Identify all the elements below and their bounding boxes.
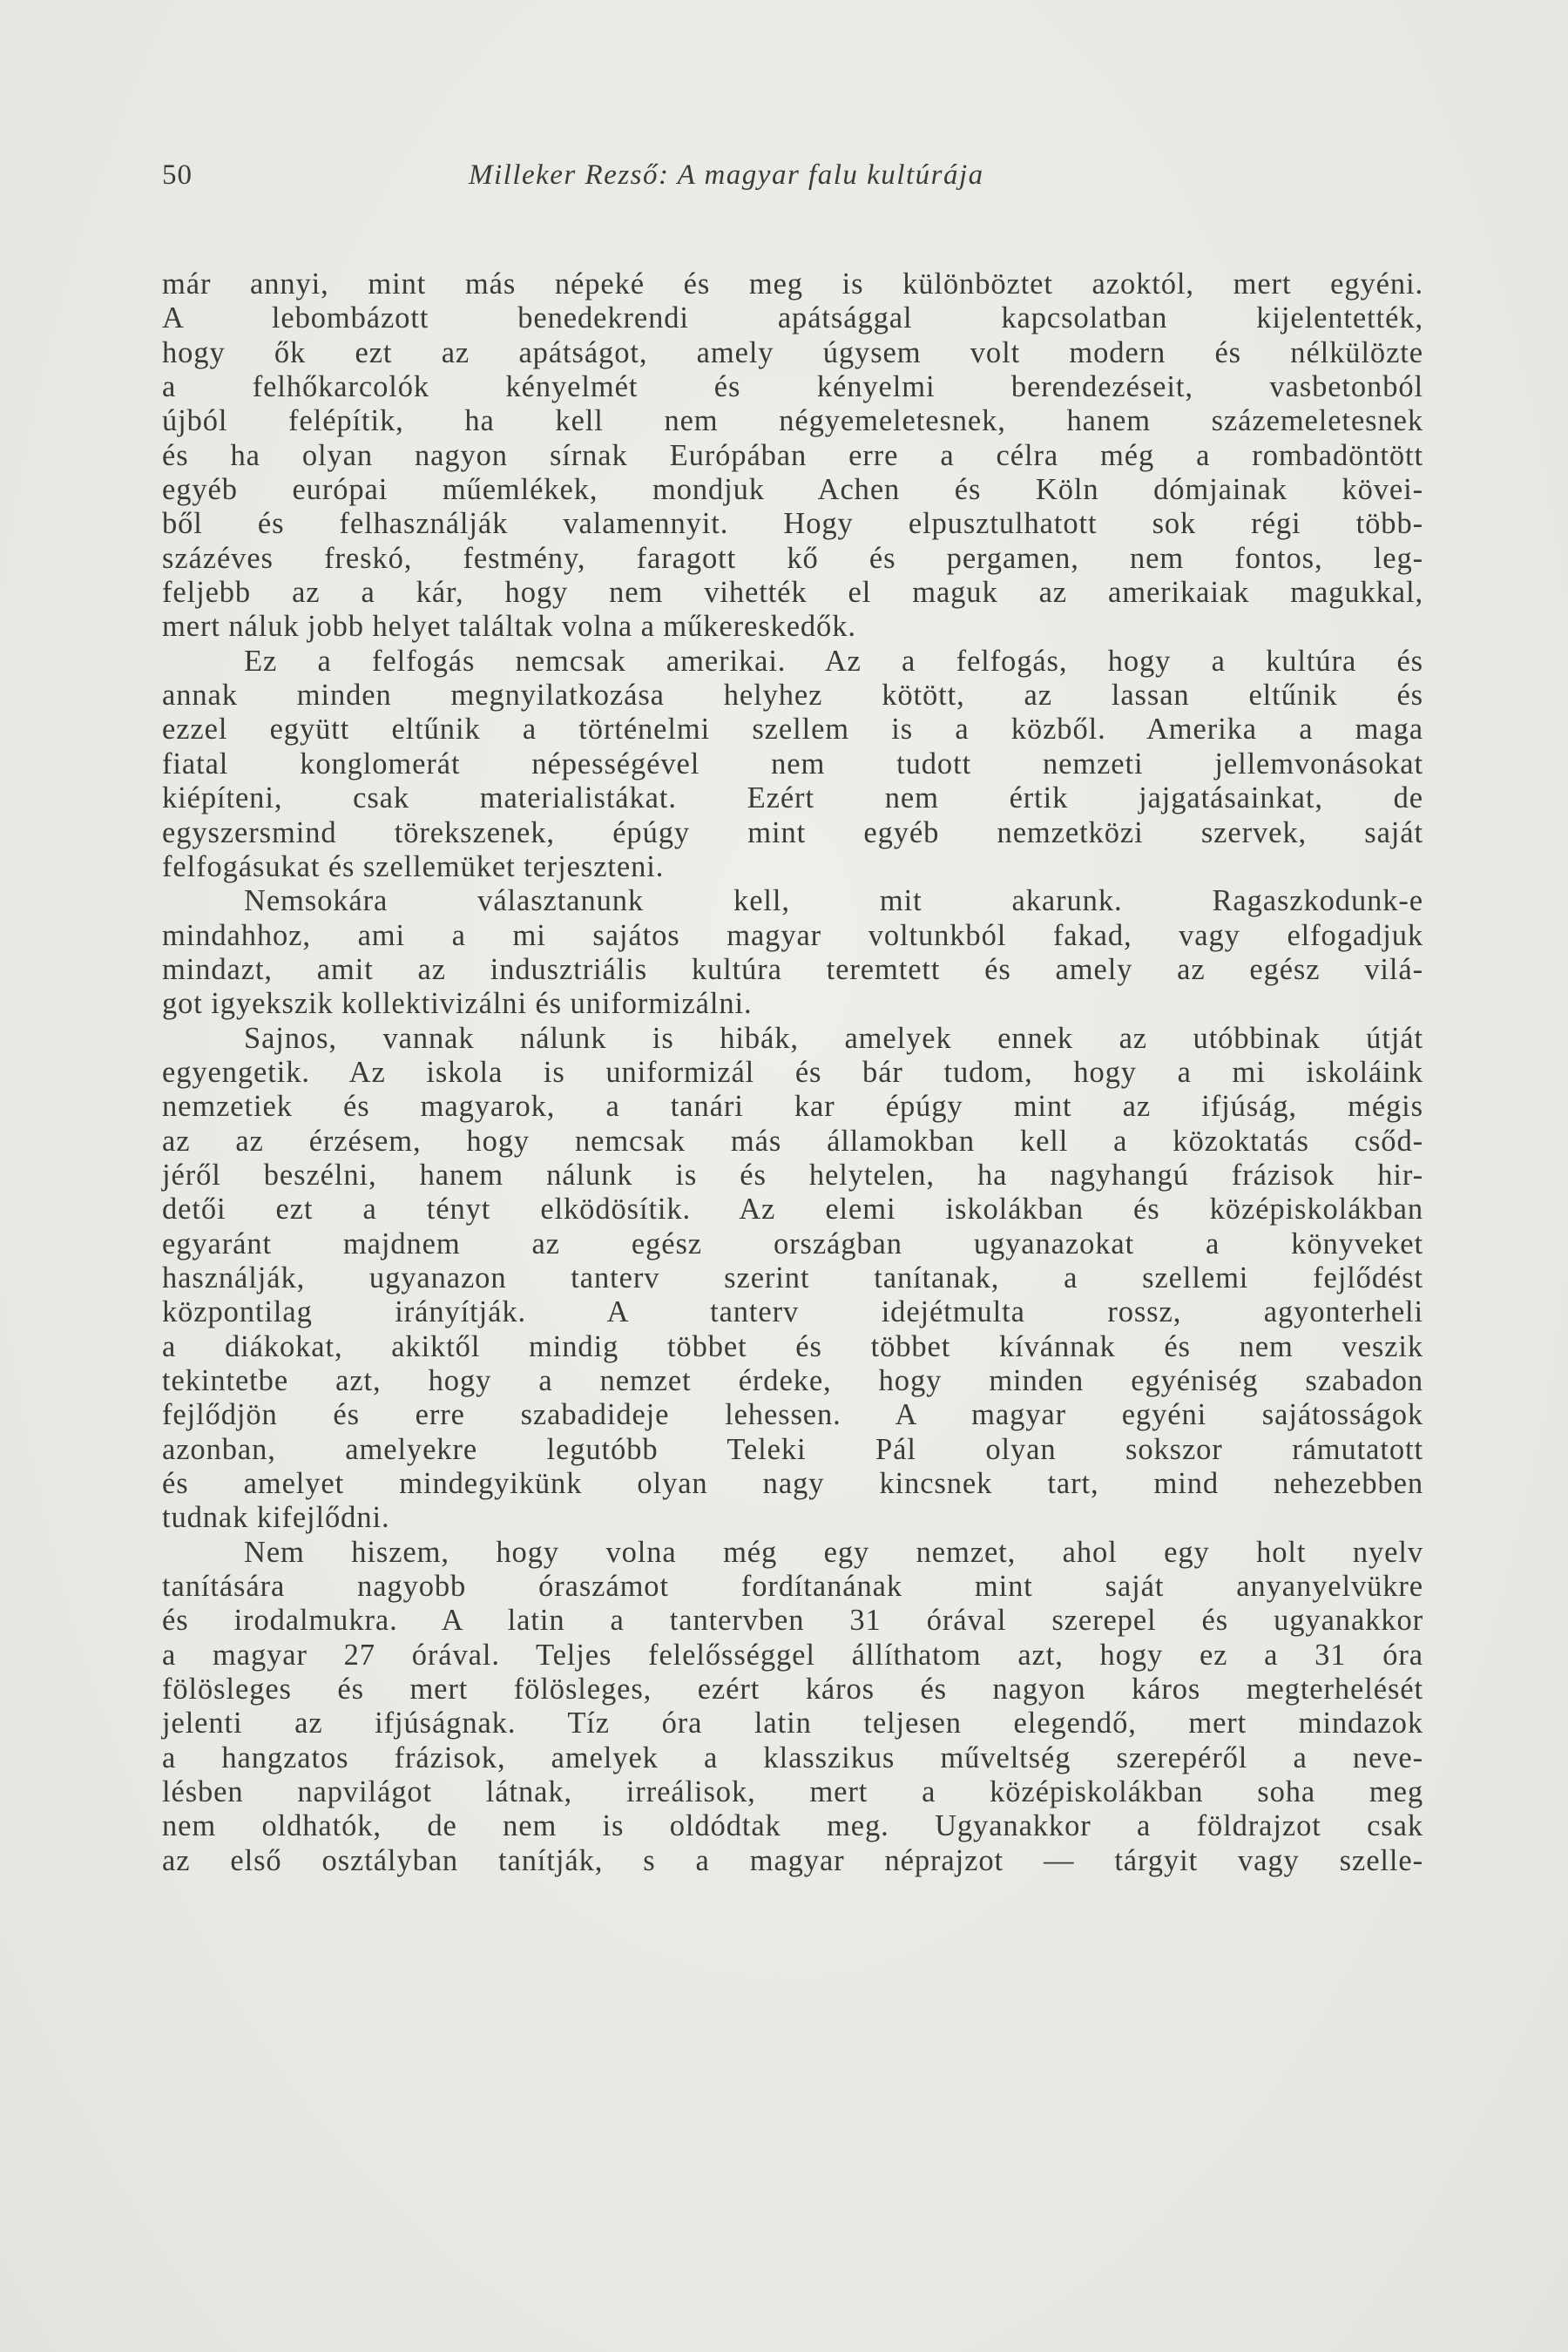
running-head [162,155,1416,195]
text-line: azonban, amelyekre legutóbb Teleki Pál olyan sokszor rámutatott [162,1432,1423,1466]
text-line: tekintetbe azt, hogy a nemzet érdeke, hogy minden egyéniség szabadon [162,1364,1423,1397]
body-text [162,267,1423,1878]
text-line: fiatal konglomerát népességével nem tudott nemzeti jellemvonásokat [162,747,1423,781]
text-line: újból felépítik, ha kell nem négyemeletesnek, hanem százemeletesnek [162,404,1423,438]
text-line: a magyar 27 órával. Teljes felelősséggel állíthatom azt, hogy ez a 31 óra [162,1638,1423,1672]
text-line: got igyekszik kollektivizálni és uniformizálni. [162,987,753,1021]
text-line: az az érzésem, hogy nemcsak más államokban kell a közoktatás csőd- [162,1124,1423,1158]
text-line: és ha olyan nagyon sírnak Európában erre a célra még a rombadöntött [162,438,1423,472]
text-line: detői ezt a tényt elködösítik. Az elemi iskolákban és középiskolákban [162,1193,1423,1227]
text-line: egyéb európai műemlékek, mondjuk Achen és Köln dómjainak kövei- [162,473,1423,507]
text-line: A lebombázott benedekrendi apátsággal kapcsolatban kijelentették, [162,301,1423,335]
text-line: az első osztályban tanítják, s a magyar néprajzot — tárgyit vagy szelle- [162,1843,1423,1877]
text-line: Nem hiszem, hogy volna még egy nemzet, ahol egy holt nyelv [244,1535,1423,1569]
text-line: használják, ugyanazon tanterv szerint tanítanak, a szellemi fejlődést [162,1260,1423,1294]
text-line: központilag irányítják. A tanterv idejétmulta rossz, agyonterheli [162,1295,1423,1329]
page-number: 50 [162,159,193,191]
text-line: fejlődjön és erre szabadideje lehessen. A magyar egyéni sajátosságok [162,1398,1423,1432]
text-line: tudnak kifejlődni. [162,1501,390,1535]
text-line: feljebb az a kár, hogy nem vihették el maguk az amerikaiak magukkal, [162,576,1423,610]
text-line: mert náluk jobb helyet találtak volna a műkereskedők. [162,610,856,644]
text-line: egyszersmind törekszenek, épúgy mint egyéb nemzetközi szervek, saját [162,815,1423,849]
text-line: kiépíteni, csak materialistákat. Ezért nem értik jajgatásainkat, de [162,781,1423,815]
text-line: Ez a felfogás nemcsak amerikai. Az a felfogás, hogy a kultúra és [244,644,1423,678]
text-line: és irodalmukra. A latin a tantervben 31 órával szerepel és ugyanakkor [162,1604,1423,1638]
text-line: felfogásukat és szellemüket terjeszteni. [162,849,665,883]
text-line: egyaránt majdnem az egész országban ugyanazokat a könyveket [162,1227,1423,1260]
text-line: jéről beszélni, hanem nálunk is és helytelen, ha nagyhangú frázisok hir- [162,1158,1423,1192]
text-line: egyengetik. Az iskola is uniformizál és bár tudom, hogy a mi iskoláink [162,1055,1423,1089]
text-line: ezzel együtt eltűnik a történelmi szellem is a közből. Amerika a maga [162,713,1423,747]
text-line: jelenti az ifjúságnak. Tíz óra latin teljesen elegendő, mert mindazok [162,1707,1423,1740]
text-line: fölösleges és mert fölösleges, ezért káros és nagyon káros megterhelését [162,1673,1423,1707]
running-head-title: Milleker Rezső: A magyar falu kultúrája [469,159,984,191]
text-line: százéves freskó, festmény, faragott kő és pergamen, nem fontos, leg- [162,541,1423,575]
text-line: mindahhoz, ami a mi sajátos magyar voltunkból fakad, vagy elfogadjuk [162,918,1423,952]
text-line: nemzetiek és magyarok, a tanári kar épúgy mint az ifjúság, mégis [162,1090,1423,1124]
text-line: tanítására nagyobb óraszámot fordítanának mint saját anyanyelvükre [162,1570,1423,1604]
text-line: ből és felhasználják valamennyit. Hogy elpusztulhatott sok régi több- [162,507,1423,541]
text-line: Nemsokára választanunk kell, mit akarunk. Ragaszkodunk-e [244,884,1423,918]
text-line: annak minden megnyilatkozása helyhez kötött, az lassan eltűnik és [162,679,1423,713]
text-line: és amelyet mindegyikünk olyan nagy kincsnek tart, mind nehezebben [162,1467,1423,1501]
text-line: már annyi, mint más népeké és meg is különböztet azoktól, mert egyéni. [162,267,1423,301]
text-line: hogy ők ezt az apátságot, amely úgysem volt modern és nélkülözte [162,335,1423,369]
text-line: Sajnos, vannak nálunk is hibák, amelyek ennek az utóbbinak útját [244,1021,1423,1055]
text-line: nem oldhatók, de nem is oldódtak meg. Ugyanakkor a földrajzot csak [162,1809,1423,1843]
text-line: mindazt, amit az indusztriális kultúra teremtett és amely az egész vilá- [162,952,1423,986]
text-line: lésben napvilágot látnak, irreálisok, mert a középiskolákban soha meg [162,1775,1423,1809]
text-line: a felhőkarcolók kényelmét és kényelmi berendezéseit, vasbetonból [162,370,1423,404]
text-line: a hangzatos frázisok, amelyek a klasszikus műveltség szerepéről a neve- [162,1740,1423,1774]
text-line: a diákokat, akiktől mindig többet és többet kívánnak és nem veszik [162,1329,1423,1363]
